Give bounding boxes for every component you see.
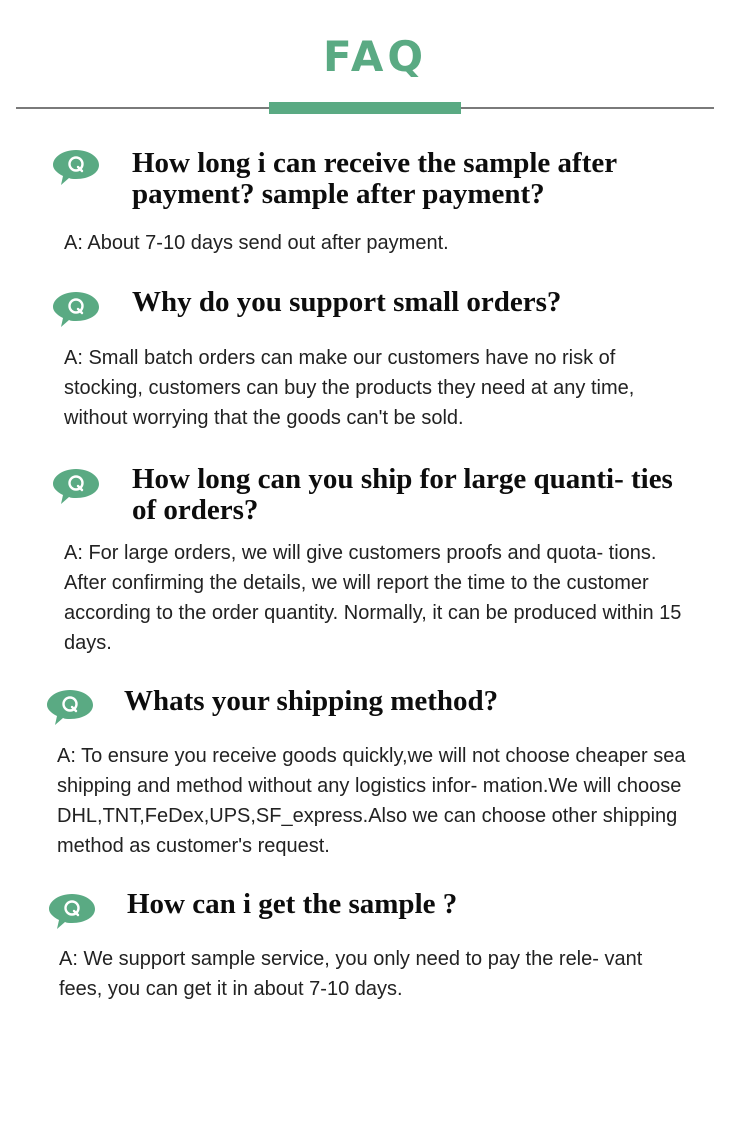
faq-question: Whats your shipping method? xyxy=(124,685,499,717)
faq-answer: A: To ensure you receive goods quickly,we will not choose cheaper sea shipping and method without any logistics infor- mation.We will choose DHL,TNT,FeDex,UPS,SF_express.Also we can choose other shipping method as customer's request. xyxy=(57,745,686,857)
q-speech-bubble-icon xyxy=(48,892,96,932)
faq-question: How long can you ship for large quanti- ties of orders? xyxy=(132,463,673,526)
q-speech-bubble-icon xyxy=(52,148,100,188)
q-speech-bubble-icon xyxy=(52,467,100,507)
faq-question: How can i get the sample ? xyxy=(127,888,458,920)
page-title: FAQ xyxy=(322,32,428,81)
faq-answer: A: About 7-10 days send out after payment. xyxy=(64,232,449,254)
title-divider-accent xyxy=(269,102,461,114)
q-speech-bubble-icon xyxy=(52,290,100,330)
faq-answer: A: Small batch orders can make our customers have no risk of stocking, customers can buy the products they need at any time, without worrying that the goods can't be sold. xyxy=(64,347,635,429)
faq-answer: A: For large orders, we will give customers proofs and quota- tions. After confirming the details, we will report the time to the customer according to the order quantity. Normally, it can be produced within 15 days. xyxy=(64,542,682,654)
faq-question: How long i can receive the sample after payment? sample after payment? xyxy=(132,147,617,210)
q-speech-bubble-icon xyxy=(46,688,94,728)
faq-answer: A: We support sample service, you only need to pay the rele- vant fees, you can get it in about 7-10 days. xyxy=(59,948,643,1000)
faq-question: Why do you support small orders? xyxy=(132,286,562,318)
